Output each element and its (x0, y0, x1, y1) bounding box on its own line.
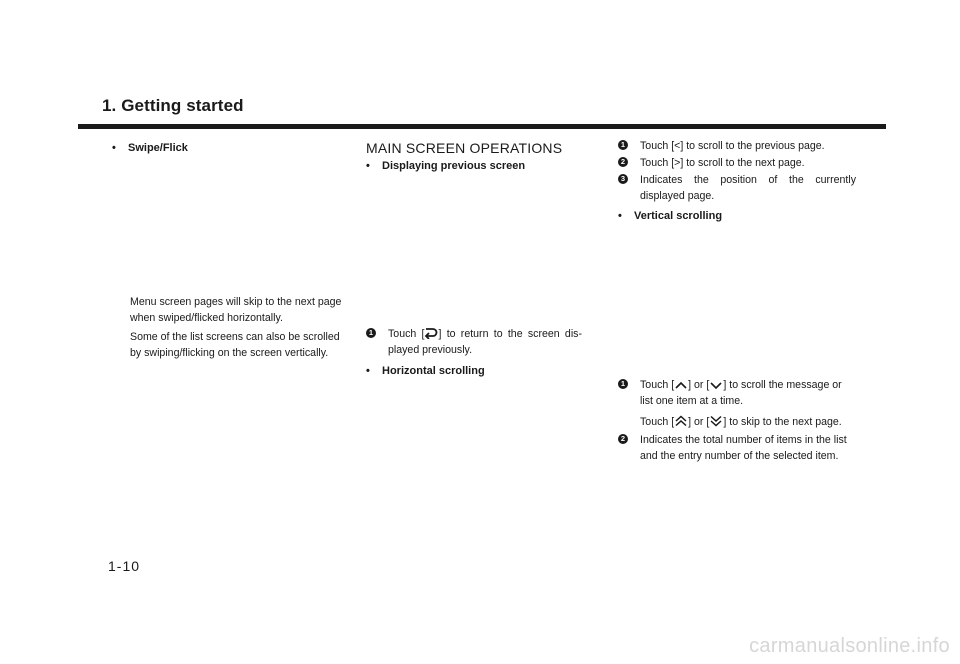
bullet-label: Horizontal scrolling (382, 365, 485, 377)
item-line: list one item at a time. (640, 395, 744, 407)
bullet-swipe-flick (112, 142, 188, 154)
bullet-displaying-previous-screen (366, 160, 525, 172)
item-line: Indicates the total number of items in the list (640, 434, 847, 446)
callout-number: 1 (618, 140, 628, 150)
header-rule (78, 124, 886, 129)
item-line: Touch [<] to scroll to the previous page. (640, 140, 825, 152)
watermark: carmanualsonline.info (749, 635, 950, 657)
item-text: Touch [ (640, 379, 675, 391)
paragraph-line: when swiped/flicked horizontally. (130, 312, 283, 324)
bullet-horizontal-scrolling (366, 365, 485, 377)
item-line: played previously. (388, 344, 473, 356)
item-text: ] or [ (688, 416, 710, 428)
item-line: Touch [>] to scroll to the next page. (640, 157, 805, 169)
section-title: MAIN SCREEN OPERATIONS (366, 140, 563, 156)
chevron-up-icon (674, 380, 688, 390)
item-text: Touch [ (640, 416, 675, 428)
item-text: ] to scroll the message or (723, 379, 842, 391)
page-number: 1-10 (108, 558, 141, 574)
numbered-item-next-page (618, 155, 856, 171)
item-text: Touch [ (388, 328, 425, 340)
bullet-label: Swipe/Flick (128, 142, 188, 154)
chevron-down-icon (709, 380, 723, 390)
chapter-title: 1. Getting started (102, 96, 244, 115)
bullet-label: Displaying previous screen (382, 160, 526, 172)
bullet-dot: • (366, 160, 370, 172)
item-line: Indicates the position of the currently (640, 174, 856, 186)
callout-number: 2 (618, 434, 628, 444)
bullet-dot: • (366, 365, 370, 377)
item-text: ] to return to the screen dis- (438, 328, 582, 340)
paragraph-line: by swiping/flicking on the screen vertically. (130, 347, 329, 359)
item-line: displayed page. (640, 190, 715, 202)
bullet-dot: • (112, 142, 116, 154)
item-text: ] to skip to the next page. (723, 416, 842, 428)
item-line: and the entry number of the selected item. (640, 450, 839, 462)
item-line (618, 377, 858, 393)
return-arrow-icon (424, 327, 438, 339)
paragraph-line: Menu screen pages will skip to the next page (130, 296, 342, 308)
swipe-description (130, 294, 350, 361)
numbered-item-previous-page (618, 138, 856, 154)
numbered-item-scroll-items (618, 377, 858, 430)
item-line (618, 414, 858, 430)
item-line (366, 326, 582, 342)
double-chevron-down-icon (709, 415, 723, 427)
double-chevron-up-icon (674, 415, 688, 427)
item-text: ] or [ (688, 379, 710, 391)
callout-number: 1 (618, 379, 628, 389)
numbered-item-return (366, 326, 582, 358)
callout-number: 2 (618, 157, 628, 167)
bullet-vertical-scrolling (618, 210, 722, 222)
bullet-label: Vertical scrolling (634, 210, 723, 222)
callout-number: 3 (618, 174, 628, 184)
paragraph-line: Some of the list screens can also be scrolled (130, 331, 340, 343)
numbered-item-total-items (618, 432, 858, 464)
callout-number: 1 (366, 328, 376, 338)
bullet-dot: • (618, 210, 622, 222)
numbered-item-page-position (618, 172, 856, 204)
